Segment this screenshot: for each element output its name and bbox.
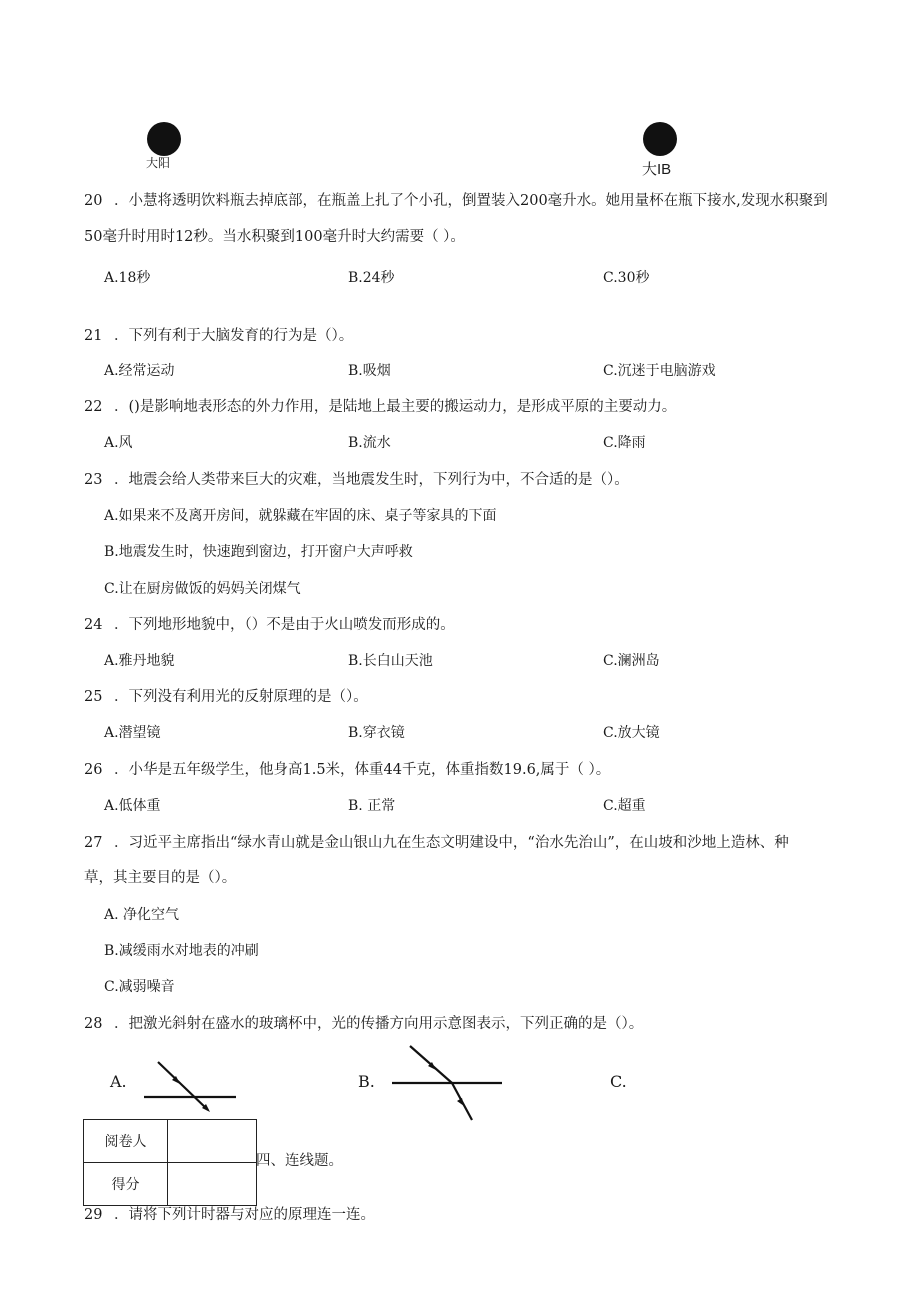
question-25-line-1: ．下列没有利用光的反射原理的是（）。 xyxy=(114,689,368,705)
question-24-line-1: ．下列地形地貌中，（）不是由于火山喷发而形成的。 xyxy=(114,617,455,633)
question-20-line-1: ．小慧将透明饮料瓶去掉底部，在瓶盖上扎了个小孔，倒置装入200毫升水。她用量杯在瓶下接水,发现水积聚到 xyxy=(114,193,828,209)
question-29-number: 29 xyxy=(84,1207,103,1223)
question-20-option-a: A.18秒 xyxy=(104,270,151,286)
question-25-option-a: A.潜望镜 xyxy=(104,725,161,741)
diagram-a-light-ray xyxy=(140,1058,240,1114)
question-28-line-1: ．把激光斜射在盛水的玻璃杯中，光的传播方向用示意图表示，下列正确的是（）。 xyxy=(114,1016,644,1032)
diagram-b-light-ray xyxy=(390,1044,504,1122)
question-22-option-a: A.风 xyxy=(104,435,133,451)
question-29-line-1: ．请将下列计时器与对应的原理连一连。 xyxy=(114,1207,375,1223)
question-21-line-1: ．下列有利于大脑发育的行为是（）。 xyxy=(114,328,354,344)
question-26-line-1: ．小华是五年级学生，他身高1.5米，体重44千克，体重指数19.6,属于（ ）。 xyxy=(114,762,611,778)
question-22-option-c: C.降雨 xyxy=(603,435,646,451)
question-24-option-c: C.澜洲岛 xyxy=(603,653,660,669)
score-table-reviewer-label: 阅卷人 xyxy=(84,1120,168,1163)
left-dot-icon xyxy=(147,122,181,156)
question-28-option-c: C. xyxy=(610,1072,627,1091)
question-28-number: 28 xyxy=(84,1016,103,1032)
score-table-score-cell[interactable] xyxy=(168,1163,257,1206)
question-20-option-b: B.24秒 xyxy=(348,270,395,286)
question-20-line-2: 50毫升时用时12秒。当水积聚到100毫升时大约需要（ ）。 xyxy=(84,229,465,245)
question-27-number: 27 xyxy=(84,835,103,851)
score-table xyxy=(83,1119,257,1206)
question-27-line-1: ．习近平主席指出“绿水青山就是金山银山九在生态文明建设中，“治水先治山”，在山坡和沙地上造林、种 xyxy=(114,835,789,851)
question-22-option-b: B.流水 xyxy=(348,435,391,451)
question-27-option-c: C.减弱噪音 xyxy=(104,979,175,995)
question-22-line-1: ．()是影响地表形态的外力作用，是陆地上最主要的搬运动力，是形成平原的主要动力。 xyxy=(114,399,677,415)
question-21-number: 21 xyxy=(84,328,103,344)
question-22-number: 22 xyxy=(84,399,103,415)
question-23-option-c: C.让在厨房做饭的妈妈关闭煤气 xyxy=(104,581,301,597)
score-table-reviewer-cell[interactable] xyxy=(168,1120,257,1163)
score-table-score-label: 得分 xyxy=(84,1163,168,1206)
question-28-option-a: A. xyxy=(110,1072,127,1091)
question-21-option-c: C.沉迷于电脑游戏 xyxy=(603,363,716,379)
question-26-option-c: C.超重 xyxy=(603,798,646,814)
question-26-option-a: A.低体重 xyxy=(104,798,161,814)
question-23-number: 23 xyxy=(84,472,103,488)
question-23-option-a: A.如果来不及离开房间，就躲藏在牢固的床、桌子等家具的下面 xyxy=(104,508,497,524)
question-25-number: 25 xyxy=(84,689,103,705)
right-dot-icon xyxy=(643,122,677,156)
question-23-line-1: ．地震会给人类带来巨大的灾难，当地震发生时，下列行为中，不合适的是（）。 xyxy=(114,472,629,488)
right-dot-label: 大IB xyxy=(642,161,672,178)
question-25-option-c: C.放大镜 xyxy=(603,725,660,741)
question-27-line-2: 草，其主要目的是（）。 xyxy=(84,870,237,886)
question-21-option-b: B.吸烟 xyxy=(348,363,391,379)
question-25-option-b: B.穿衣镜 xyxy=(348,725,405,741)
question-24-number: 24 xyxy=(84,617,103,633)
question-26-number: 26 xyxy=(84,762,103,778)
question-20-number: 20 xyxy=(84,193,103,209)
question-23-option-b: B.地震发生时，快速跑到窗边，打开窗户大声呼救 xyxy=(104,544,413,560)
question-24-option-b: B.长白山天池 xyxy=(348,653,433,669)
question-27-option-a: A. 净化空气 xyxy=(104,907,180,923)
question-24-option-a: A.雅丹地貌 xyxy=(104,653,175,669)
question-26-option-b: B. 正常 xyxy=(348,798,396,814)
question-27-option-b: B.减缓雨水对地表的冲刷 xyxy=(104,943,259,959)
question-20-option-c: C.30秒 xyxy=(603,270,650,286)
question-21-option-a: A.经常运动 xyxy=(104,363,175,379)
left-dot-label: 大阳 xyxy=(146,156,171,170)
section-title-matching: 四、连线题。 xyxy=(256,1153,343,1169)
question-28-option-b: B. xyxy=(358,1072,375,1091)
